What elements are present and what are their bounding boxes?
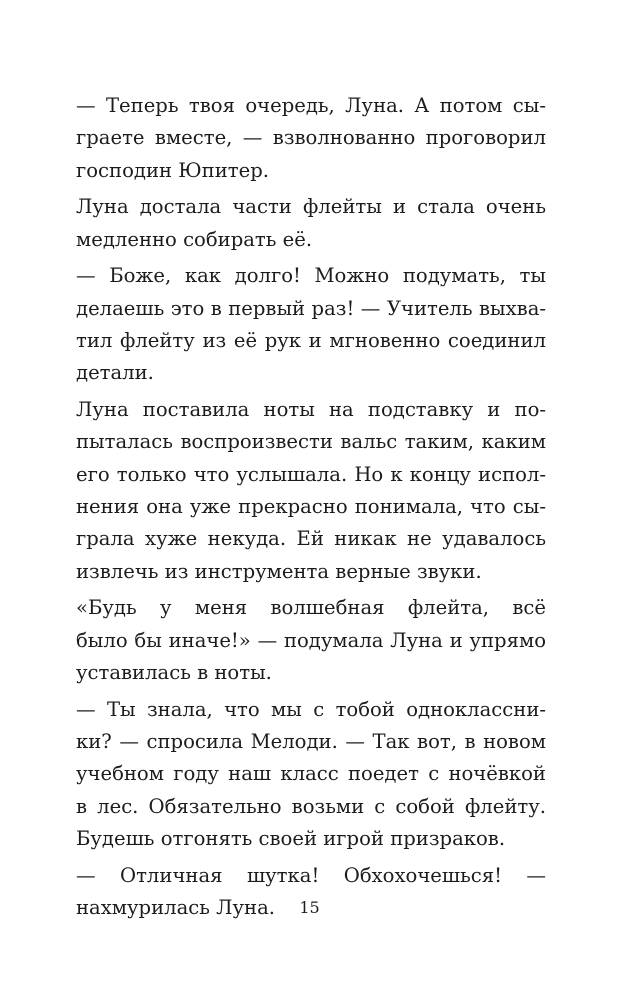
text-line: — Ты знала, что мы с тобой одноклассни- — [76, 697, 546, 721]
text-line: господин Юпитер. — [76, 158, 270, 182]
text-line: нения она уже прекрасно понимала, что сы- — [76, 495, 546, 519]
text-line: в лес. Обязательно возьми с собой флейту. — [76, 794, 546, 818]
page-number: 15 — [299, 898, 320, 917]
text-line: учебном году наш класс поедет с ночёвкой — [76, 762, 546, 786]
page-text — [76, 90, 546, 924]
text-line: тил флейту из её рук и мгновенно соединил — [76, 329, 546, 353]
text-line: было бы иначе!» — подумала Луна и упрямо — [76, 628, 546, 652]
text-line: детали. — [76, 361, 154, 385]
text-line: Будешь отгонять своей игрой призраков. — [76, 827, 506, 851]
text-line: нахмурилась Луна. — [76, 896, 276, 920]
text-line: — Отличная шутка! Обхохочешься! — — [76, 863, 546, 887]
text-line: грала хуже некуда. Ей никак не удавалось — [76, 527, 546, 551]
text-line: ки? — спросила Мелоди. — Так вот, в новом — [76, 730, 546, 754]
text-line: граете вместе, — взволнованно проговорил — [76, 126, 546, 150]
text-line: извлечь из инструмента верные звуки. — [76, 559, 482, 583]
text-line: — Боже, как долго! Можно подумать, ты — [76, 264, 546, 288]
text-line: медленно собирать её. — [76, 227, 313, 251]
text-line: Луна поставила ноты на подставку и по- — [76, 398, 546, 422]
text-line: его только что услышала. Но к концу испол- — [76, 462, 546, 486]
text-line: — Теперь твоя очередь, Луна. А потом сы- — [76, 94, 546, 117]
text-line: Луна достала части флейты и стала очень — [76, 195, 546, 219]
text-line: делаешь это в первый раз! — Учитель выхва- — [76, 296, 546, 320]
text-line: уставилась в ноты. — [76, 661, 272, 685]
text-line: «Будь у меня волшебная флейта, всё — [76, 596, 546, 620]
text-line: пыталась воспроизвести вальс таким, каким — [76, 430, 546, 454]
